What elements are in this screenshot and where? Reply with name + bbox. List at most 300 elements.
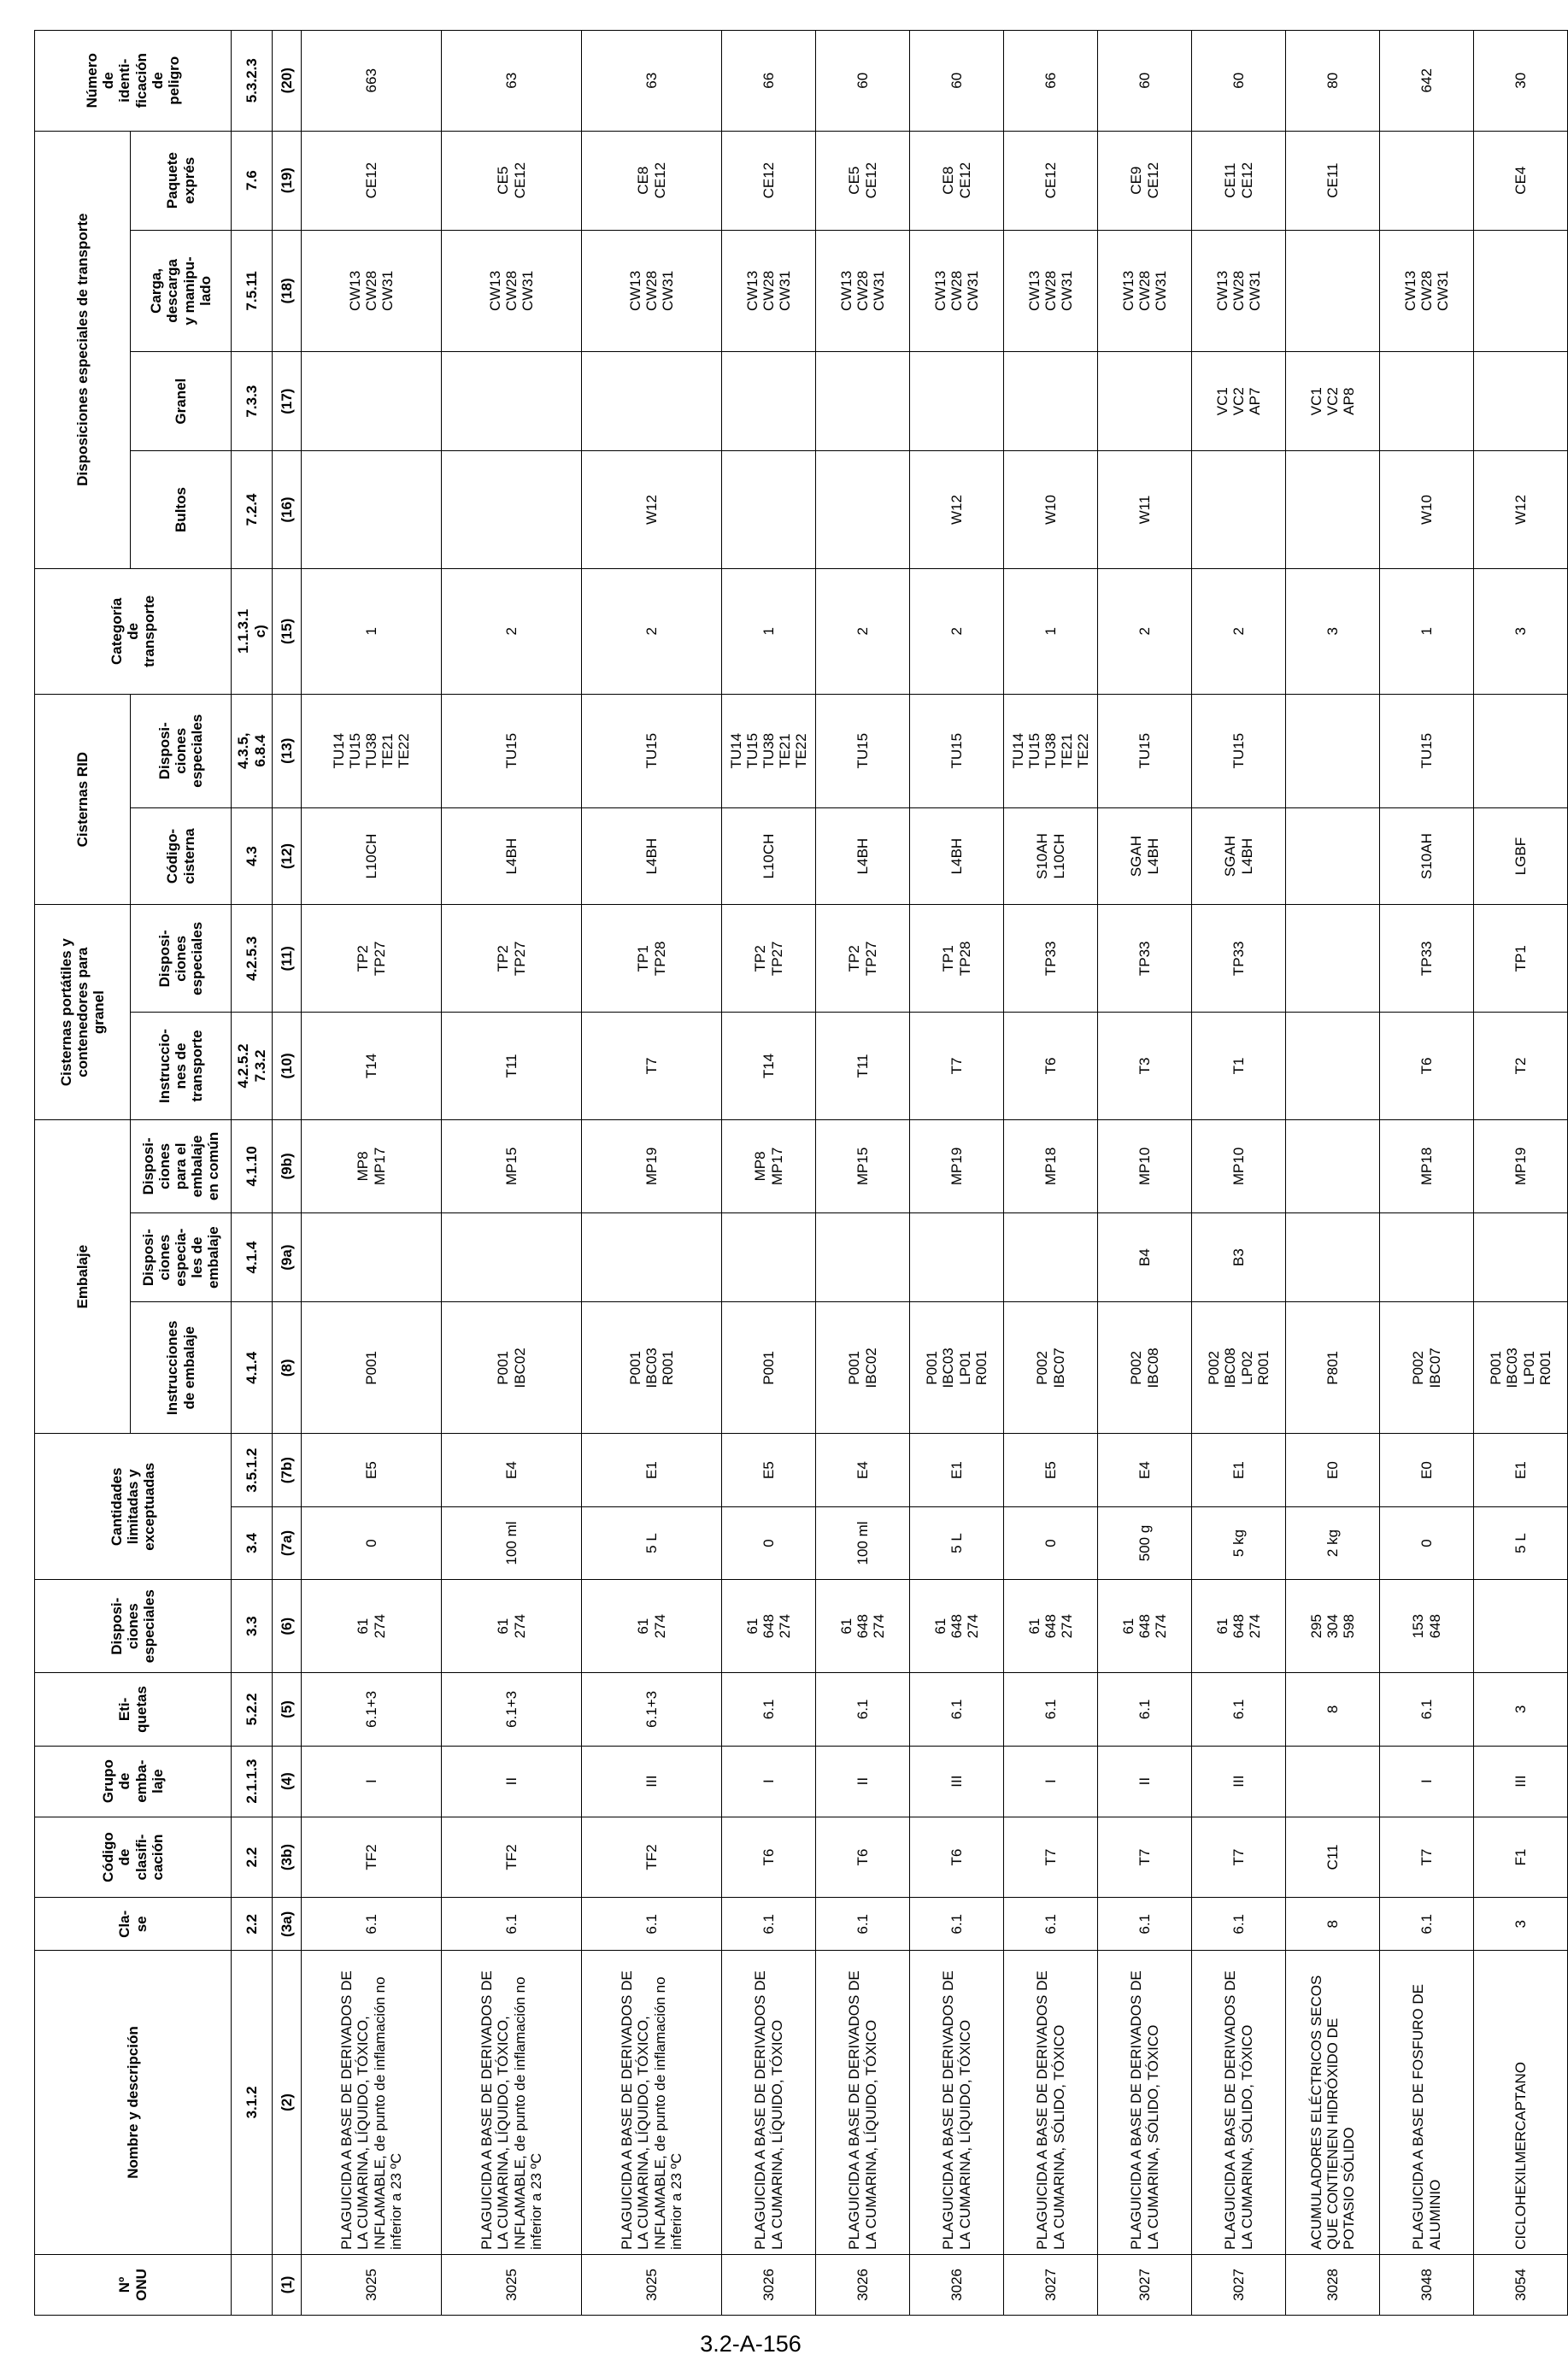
table-cell [1192,451,1286,569]
table-cell: TP33 [1192,905,1286,1013]
table-cell [1474,352,1568,451]
table-cell: T14 [722,1013,816,1120]
table-cell: 6.1 [1098,1673,1192,1746]
header-row-1 [35,31,131,2316]
column-number-cell: (9a) [273,1212,302,1301]
column-number-cell: (16) [273,451,302,569]
column-number-cell: (8) [273,1302,302,1434]
table-cell: T7 [1192,1817,1286,1898]
table-cell: 6.1 [1380,1898,1474,1951]
section-ref-cell: 4.1.4 [232,1212,273,1301]
table-cell: T6 [816,1817,910,1898]
table-row [910,31,1004,2316]
table-cell: 5 L [582,1506,722,1579]
section-ref-cell: 4.3.5, 6.8.4 [232,694,273,807]
section-ref-cell: 3.1.2 [232,1951,273,2255]
table-cell: III [1192,1746,1286,1817]
table-cell [1286,230,1380,351]
header-disposiciones-especiales: Disposi- ciones especiales [35,1580,232,1673]
un-number-cell: 3026 [910,2254,1004,2315]
table-cell: C11 [1286,1817,1380,1898]
table-cell: CW13 CW28 CW31 [582,230,722,351]
header-disposiciones-cp: Disposi- ciones especiales [131,905,232,1013]
header-cisternas-portatiles: Cisternas portátiles y contenedores para granel [35,905,131,1119]
table-cell [722,1212,816,1301]
table-cell [442,1212,582,1301]
table-cell: T7 [910,1013,1004,1120]
table-cell: W10 [1380,451,1474,569]
table-cell: 61 274 [442,1580,582,1673]
table-cell: III [582,1746,722,1817]
table-cell: CW13 CW28 CW31 [722,230,816,351]
table-cell: 2 kg [1286,1506,1380,1579]
table-cell: TU14 TU15 TU38 TE21 TE22 [722,694,816,807]
table-cell: T14 [302,1013,442,1120]
table-row [816,31,910,2316]
table-cell: CW13 CW28 CW31 [1380,230,1474,351]
table-cell: B3 [1192,1212,1286,1301]
table-cell [1380,1212,1474,1301]
table-cell: S10AH [1380,807,1474,905]
section-ref-cell: 2.2 [232,1817,273,1898]
name-cell: ACUMULADORES ELÉCTRICOS SECOS QUE CONTIENEN HIDRÓXIDO DE POTASIO SÓLIDO [1286,1951,1380,2255]
table-cell: L4BH [442,807,582,905]
section-ref-cell: 4.2.5.3 [232,905,273,1013]
table-cell: W12 [582,451,722,569]
name-cell: PLAGUICIDA A BASE DE DERIVADOS DE LA CUMARINA, LÍQUIDO, TÓXICO [910,1951,1004,2255]
table-cell: P001 [302,1302,442,1434]
table-cell [1380,131,1474,230]
table-cell: TU14 TU15 TU38 TE21 TE22 [1004,694,1098,807]
column-number-cell: (3b) [273,1817,302,1898]
table-cell: 6.1 [442,1898,582,1951]
table-cell: CE12 [1004,131,1098,230]
table-cell: 6.1 [1380,1673,1474,1746]
table-cell: P002 IBC07 [1004,1302,1098,1434]
table-cell [1286,1013,1380,1120]
table-cell [582,352,722,451]
table-cell: 61 648 274 [1098,1580,1192,1673]
section-ref-cell: 7.6 [232,131,273,230]
table-cell: 500 g [1098,1506,1192,1579]
table-cell: 6.1 [302,1898,442,1951]
table-cell [442,352,582,451]
table-cell: 6.1 [582,1898,722,1951]
table-cell: 80 [1286,31,1380,132]
section-ref-cell: 4.1.10 [232,1119,273,1212]
table-cell [1286,451,1380,569]
table-cell [442,451,582,569]
header-codigo: Código de clasifi- cación [35,1817,232,1898]
table-cell [1286,807,1380,905]
table-cell: I [1004,1746,1098,1817]
name-cell: PLAGUICIDA A BASE DE FOSFURO DE ALUMINIO [1380,1951,1474,2255]
section-ref-cell: 3.5.1.2 [232,1434,273,1506]
column-number-cell: (4) [273,1746,302,1817]
table-cell: 2 [1192,568,1286,694]
header-grupo: Grupo de emba- laje [35,1746,232,1817]
table-cell: W11 [1098,451,1192,569]
table-cell: E4 [816,1434,910,1506]
table-cell: 30 [1474,31,1568,132]
table-cell: 2 [1098,568,1192,694]
table-cell: 3 [1286,568,1380,694]
table-cell: L4BH [582,807,722,905]
header-cisternas-rid: Cisternas RID [35,694,131,905]
table-cell: P001 IBC03 R001 [582,1302,722,1434]
table-cell: CW13 CW28 CW31 [442,230,582,351]
un-number-cell: 3028 [1286,2254,1380,2315]
table-cell: TP1 TP28 [582,905,722,1013]
column-number-cell: (15) [273,568,302,694]
dangerous-goods-table [34,30,1568,2316]
table-cell: MP19 [910,1119,1004,1212]
table-cell: T7 [1380,1817,1474,1898]
name-cell: PLAGUICIDA A BASE DE DERIVADOS DE LA CUMARINA, LÍQUIDO, TÓXICO, INFLAMABLE, de punto de inflamación no inferior a 23 ºC [582,1951,722,2255]
table-cell: CE5 CE12 [816,131,910,230]
un-number-cell: 3027 [1004,2254,1098,2315]
table-cell: T7 [1004,1817,1098,1898]
table-row [1004,31,1098,2316]
table-cell: T6 [1380,1013,1474,1120]
table-cell: 6.1 [1192,1898,1286,1951]
table-cell: III [1474,1746,1568,1817]
table-cell: L10CH [722,807,816,905]
table-cell: CE8 CE12 [582,131,722,230]
header-un: Nº ONU [35,2254,232,2315]
table-cell: 100 ml [816,1506,910,1579]
table-cell: CE12 [722,131,816,230]
column-number-cell: (7b) [273,1434,302,1506]
table-cell: 6.1 [722,1673,816,1746]
name-cell: PLAGUICIDA A BASE DE DERIVADOS DE LA CUMARINA, LÍQUIDO, TÓXICO, INFLAMABLE, de punto de inflamación no inferior a 23 ºC [442,1951,582,2255]
table-cell: W12 [910,451,1004,569]
table-cell: 1 [302,568,442,694]
table-cell: 100 ml [442,1506,582,1579]
table-cell: T6 [1004,1013,1098,1120]
page-number: 3.2-A-156 [700,2331,802,2357]
un-number-cell: 3025 [582,2254,722,2315]
header-disposiciones-embalaje: Disposi- ciones especia- les de embalaje [131,1212,232,1301]
header-cantidades: Cantidades limitadas y exceptuadas [35,1434,232,1580]
header-etiquetas: Eti- quetas [35,1673,232,1746]
table-cell [1286,1746,1380,1817]
table-cell: CW13 CW28 CW31 [816,230,910,351]
header-carga: Carga, descarga y manipu- lado [131,230,232,351]
header-disposiciones-rid: Disposi- ciones especiales [131,694,232,807]
table-cell: 5 L [910,1506,1004,1579]
table-cell [722,451,816,569]
table-cell: E4 [1098,1434,1192,1506]
un-number-cell: 3026 [722,2254,816,2315]
table-cell [1286,694,1380,807]
table-cell: 6.1+3 [582,1673,722,1746]
section-ref-cell: 1.1.3.1 c) [232,568,273,694]
section-ref-cell: 7.5.11 [232,230,273,351]
table-cell: CE11 [1286,131,1380,230]
table-cell: P001 IBC03 LP01 R001 [910,1302,1004,1434]
table-cell: 61 648 274 [722,1580,816,1673]
table-cell: L4BH [910,807,1004,905]
table-cell: SGAH L4BH [1192,807,1286,905]
un-number-cell: 3025 [302,2254,442,2315]
table-cell: E0 [1380,1434,1474,1506]
header-numero-peligro: Número de identi- ficación de peligro [35,31,232,132]
table-cell: MP19 [582,1119,722,1212]
table-cell: II [442,1746,582,1817]
table-cell: CW13 CW28 CW31 [910,230,1004,351]
header-paquete: Paquete exprés [131,131,232,230]
table-cell: L10CH [302,807,442,905]
table-cell: E4 [442,1434,582,1506]
header-codigo-cisterna: Código- cisterna [131,807,232,905]
table-cell: 2 [910,568,1004,694]
table-cell: TU15 [1098,694,1192,807]
table-cell: MP10 [1192,1119,1286,1212]
name-cell: PLAGUICIDA A BASE DE DERIVADOS DE LA CUMARINA, LÍQUIDO, TÓXICO [722,1951,816,2255]
table-cell: 60 [910,31,1004,132]
table-cell: TU15 [816,694,910,807]
table-cell: E1 [910,1434,1004,1506]
section-ref-cell: 3.4 [232,1506,273,1579]
table-cell: P001 IBC03 LP01 R001 [1474,1302,1568,1434]
section-ref-cell: 7.2.4 [232,451,273,569]
table-cell [1098,352,1192,451]
table-cell: 60 [816,31,910,132]
table-cell: III [910,1746,1004,1817]
table-cell: P002 IBC07 [1380,1302,1474,1434]
table-cell: VC1 VC2 AP8 [1286,352,1380,451]
table-row [1098,31,1192,2316]
table-cell: L4BH [816,807,910,905]
table-cell: TU15 [582,694,722,807]
table-cell: W10 [1004,451,1098,569]
table-cell: T3 [1098,1013,1192,1120]
column-number-cell: (10) [273,1013,302,1120]
table-cell: T2 [1474,1013,1568,1120]
table-cell: 3 [1474,1898,1568,1951]
table-cell: 66 [722,31,816,132]
header-embalaje: Embalaje [35,1119,131,1434]
table-cell: CE5 CE12 [442,131,582,230]
column-number-cell: (11) [273,905,302,1013]
table-cell: MP15 [816,1119,910,1212]
table-cell: TP2 TP27 [722,905,816,1013]
table-cell: 1 [1380,568,1474,694]
table-cell: LGBF [1474,807,1568,905]
name-cell: PLAGUICIDA A BASE DE DERIVADOS DE LA CUMARINA, LÍQUIDO, TÓXICO, INFLAMABLE, de punto de inflamación no inferior a 23 ºC [302,1951,442,2255]
table-row [1474,31,1568,2316]
table-cell: 0 [1004,1506,1098,1579]
column-number-cell: (13) [273,694,302,807]
table-cell [1286,1119,1380,1212]
table-cell: CW13 CW28 CW31 [1004,230,1098,351]
table-cell: 63 [582,31,722,132]
section-ref-row [232,31,273,2316]
table-cell: 63 [442,31,582,132]
section-ref-cell: 5.2.2 [232,1673,273,1746]
table-cell: 3 [1474,1673,1568,1746]
header-disposiciones-transporte: Disposiciones especiales de transporte [35,131,131,568]
table-cell [1286,905,1380,1013]
un-number-cell: 3025 [442,2254,582,2315]
table-cell: 8 [1286,1673,1380,1746]
table-cell [1474,1212,1568,1301]
column-number-cell: (5) [273,1673,302,1746]
table-cell: E1 [1474,1434,1568,1506]
table-cell: P001 [722,1302,816,1434]
table-cell: 6.1 [816,1898,910,1951]
table-cell: TP2 TP27 [302,905,442,1013]
table-cell: E5 [302,1434,442,1506]
table-cell: P001 IBC02 [816,1302,910,1434]
table-cell [1004,352,1098,451]
table-cell: E1 [582,1434,722,1506]
table-cell [302,352,442,451]
table-cell: TF2 [442,1817,582,1898]
table-cell: MP18 [1004,1119,1098,1212]
table-cell: TP2 TP27 [816,905,910,1013]
table-cell: 6.1 [1192,1673,1286,1746]
table-cell: 1 [1004,568,1098,694]
section-ref-cell: 5.3.2.3 [232,31,273,132]
header-granel: Granel [131,352,232,451]
header-instrucciones-embalaje: Instrucciones de embalaje [131,1302,232,1434]
table-cell: MP18 [1380,1119,1474,1212]
table-cell: 2 [442,568,582,694]
column-number-cell: (20) [273,31,302,132]
table-cell: T11 [442,1013,582,1120]
table-cell: 6.1 [1004,1898,1098,1951]
table-cell: 6.1 [1004,1673,1098,1746]
table-cell: TP33 [1098,905,1192,1013]
table-cell [910,1212,1004,1301]
header-bultos: Bultos [131,451,232,569]
un-number-cell: 3048 [1380,2254,1474,2315]
table-cell: W12 [1474,451,1568,569]
table-cell [302,1212,442,1301]
table-cell: MP8 MP17 [302,1119,442,1212]
table-cell: 0 [302,1506,442,1579]
table-cell [1474,694,1568,807]
table-cell [1286,1212,1380,1301]
table-cell [1004,1212,1098,1301]
table-row [302,31,442,2316]
table-cell [302,451,442,569]
table-row [442,31,582,2316]
table-cell: 153 648 [1380,1580,1474,1673]
column-number-cell: (2) [273,1951,302,2255]
table-cell: 60 [1192,31,1286,132]
table-body [232,31,1568,2316]
table-cell: 3 [1474,568,1568,694]
un-number-cell: 3027 [1192,2254,1286,2315]
name-cell: PLAGUICIDA A BASE DE DERIVADOS DE LA CUMARINA, SÓLIDO, TÓXICO [1098,1951,1192,2255]
table-cell: E5 [1004,1434,1098,1506]
table-row [1380,31,1474,2316]
table-cell: 6.1 [722,1898,816,1951]
column-number-cell: (1) [273,2254,302,2315]
table-cell: T7 [582,1013,722,1120]
table-cell: 61 648 274 [1004,1580,1098,1673]
table-cell: T6 [722,1817,816,1898]
table-cell: CW13 CW28 CW31 [302,230,442,351]
section-ref-cell: 2.2 [232,1898,273,1951]
header-categoria: Categoría de transporte [35,568,232,694]
table-cell: TP33 [1380,905,1474,1013]
table-cell: TP2 TP27 [442,905,582,1013]
table-cell: 5 L [1474,1506,1568,1579]
table-cell: 642 [1380,31,1474,132]
table-cell: 8 [1286,1898,1380,1951]
table-cell: P001 IBC02 [442,1302,582,1434]
column-number-cell: (18) [273,230,302,351]
section-ref-cell: 7.3.3 [232,352,273,451]
table-cell: 0 [722,1506,816,1579]
table-cell: 663 [302,31,442,132]
table-cell: 6.1 [816,1673,910,1746]
section-ref-cell [232,2254,273,2315]
table-cell: CE4 [1474,131,1568,230]
column-number-cell: (12) [273,807,302,905]
un-number-cell: 3054 [1474,2254,1568,2315]
table-cell: 61 648 274 [1192,1580,1286,1673]
table-cell [816,352,910,451]
table-cell: TP1 [1474,905,1568,1013]
header-instrucciones-transporte: Instruccio- nes de transporte [131,1013,232,1120]
name-cell: PLAGUICIDA A BASE DE DERIVADOS DE LA CUMARINA, LÍQUIDO, TÓXICO [816,1951,910,2255]
name-cell: CICLOHEXILMERCAPTANO [1474,1951,1568,2255]
table-cell: VC1 VC2 AP7 [1192,352,1286,451]
table-cell: 61 274 [302,1580,442,1673]
table-cell: TP33 [1004,905,1098,1013]
name-cell: PLAGUICIDA A BASE DE DERIVADOS DE LA CUMARINA, SÓLIDO, TÓXICO [1004,1951,1098,2255]
table-cell: P801 [1286,1302,1380,1434]
column-number-row [273,31,302,2316]
table-cell: 295 304 598 [1286,1580,1380,1673]
table-cell: SGAH L4BH [1098,807,1192,905]
header-name: Nombre y descripción [35,1951,232,2255]
table-cell: T6 [910,1817,1004,1898]
table-cell: 0 [1380,1506,1474,1579]
table-cell [1474,230,1568,351]
un-number-cell: 3026 [816,2254,910,2315]
table-cell: TU15 [1380,694,1474,807]
table-cell: T7 [1098,1817,1192,1898]
table-cell: 2 [816,568,910,694]
name-cell: PLAGUICIDA A BASE DE DERIVADOS DE LA CUMARINA, SÓLIDO, TÓXICO [1192,1951,1286,2255]
table-row [1286,31,1380,2316]
column-number-cell: (19) [273,131,302,230]
table-cell: E0 [1286,1434,1380,1506]
column-number-cell: (3a) [273,1898,302,1951]
section-ref-cell: 3.3 [232,1580,273,1673]
table-cell: 61 648 274 [816,1580,910,1673]
header-clase: Cla- se [35,1898,232,1951]
section-ref-cell: 4.3 [232,807,273,905]
table-cell: I [302,1746,442,1817]
table-cell [1474,1580,1568,1673]
table-cell: I [722,1746,816,1817]
table-cell: 6.1 [910,1898,1004,1951]
table-cell [816,1212,910,1301]
table-cell: TF2 [582,1817,722,1898]
table-cell: B4 [1098,1212,1192,1301]
table-cell: 6.1+3 [442,1673,582,1746]
table-cell: 61 648 274 [910,1580,1004,1673]
table-cell: 5 kg [1192,1506,1286,1579]
table-cell: MP19 [1474,1119,1568,1212]
